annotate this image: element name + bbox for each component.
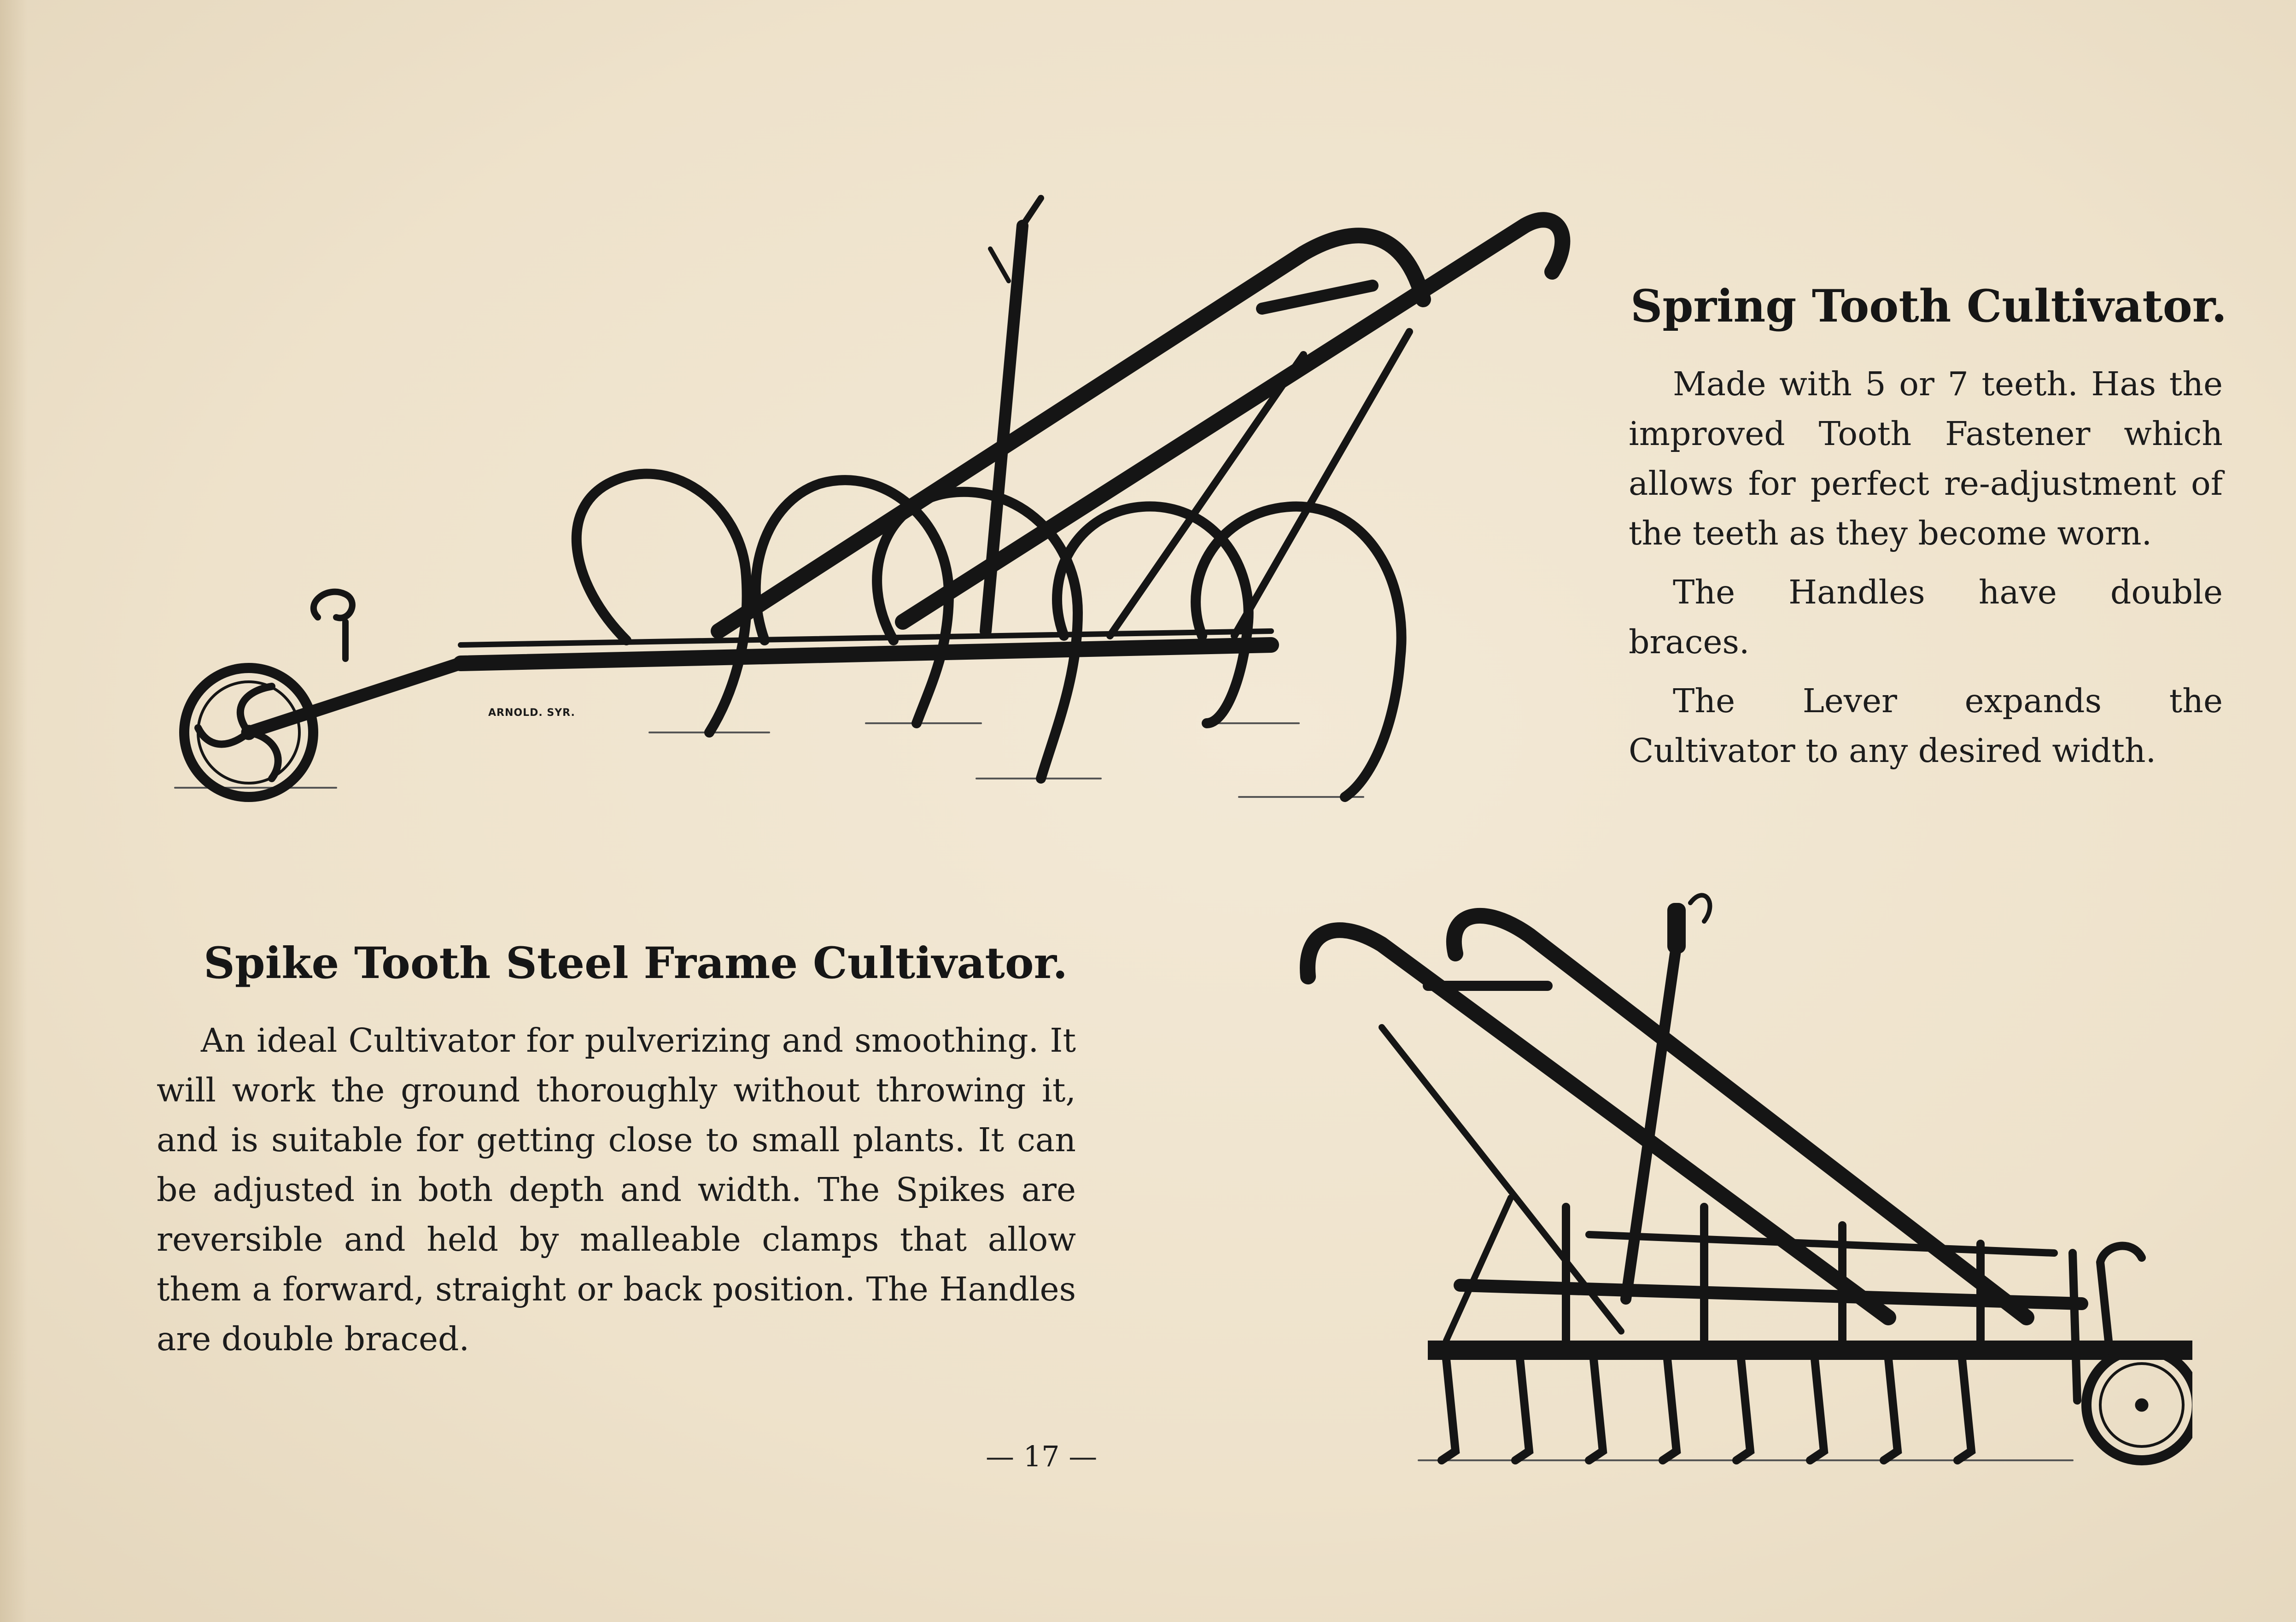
spike-tooth-cultivator-illustration <box>1105 875 2192 1483</box>
page-number: — 17 — <box>986 1440 1098 1473</box>
spring-tooth-paragraph: The Handles have double braces. <box>1629 573 2223 661</box>
spike-tooth-paragraph: An ideal Cultivator for pulverizing and smoothing. It will work the ground thoroughly without throwing it, and is suitable for getting close to small plants. It can be adjusted in both depth and width. The Spikes are reversible and held by malleable clamps that allow them a forward, straight or back position. The Handles are double braced. <box>157 1021 1076 1358</box>
spike-tooth-description <box>157 1016 1076 1373</box>
spring-tooth-description <box>1629 359 2223 785</box>
binding-shadow <box>0 0 28 1622</box>
spring-tooth-cultivator-illustration <box>166 180 1594 815</box>
spike-tooth-heading: Spike Tooth Steel Frame Cultivator. <box>204 938 1068 989</box>
illustration-stamp: ARNOLD. SYR. <box>488 707 575 719</box>
spring-tooth-heading: Spring Tooth Cultivator. <box>1630 280 2227 332</box>
spring-tooth-paragraph: The Lever expands the Cultivator to any desired width. <box>1629 682 2223 770</box>
spring-tooth-paragraph: Made with 5 or 7 teeth. Has the improved Tooth Fastener which allows for perfect re-adjustment of the teeth as they become worn. <box>1629 365 2223 552</box>
